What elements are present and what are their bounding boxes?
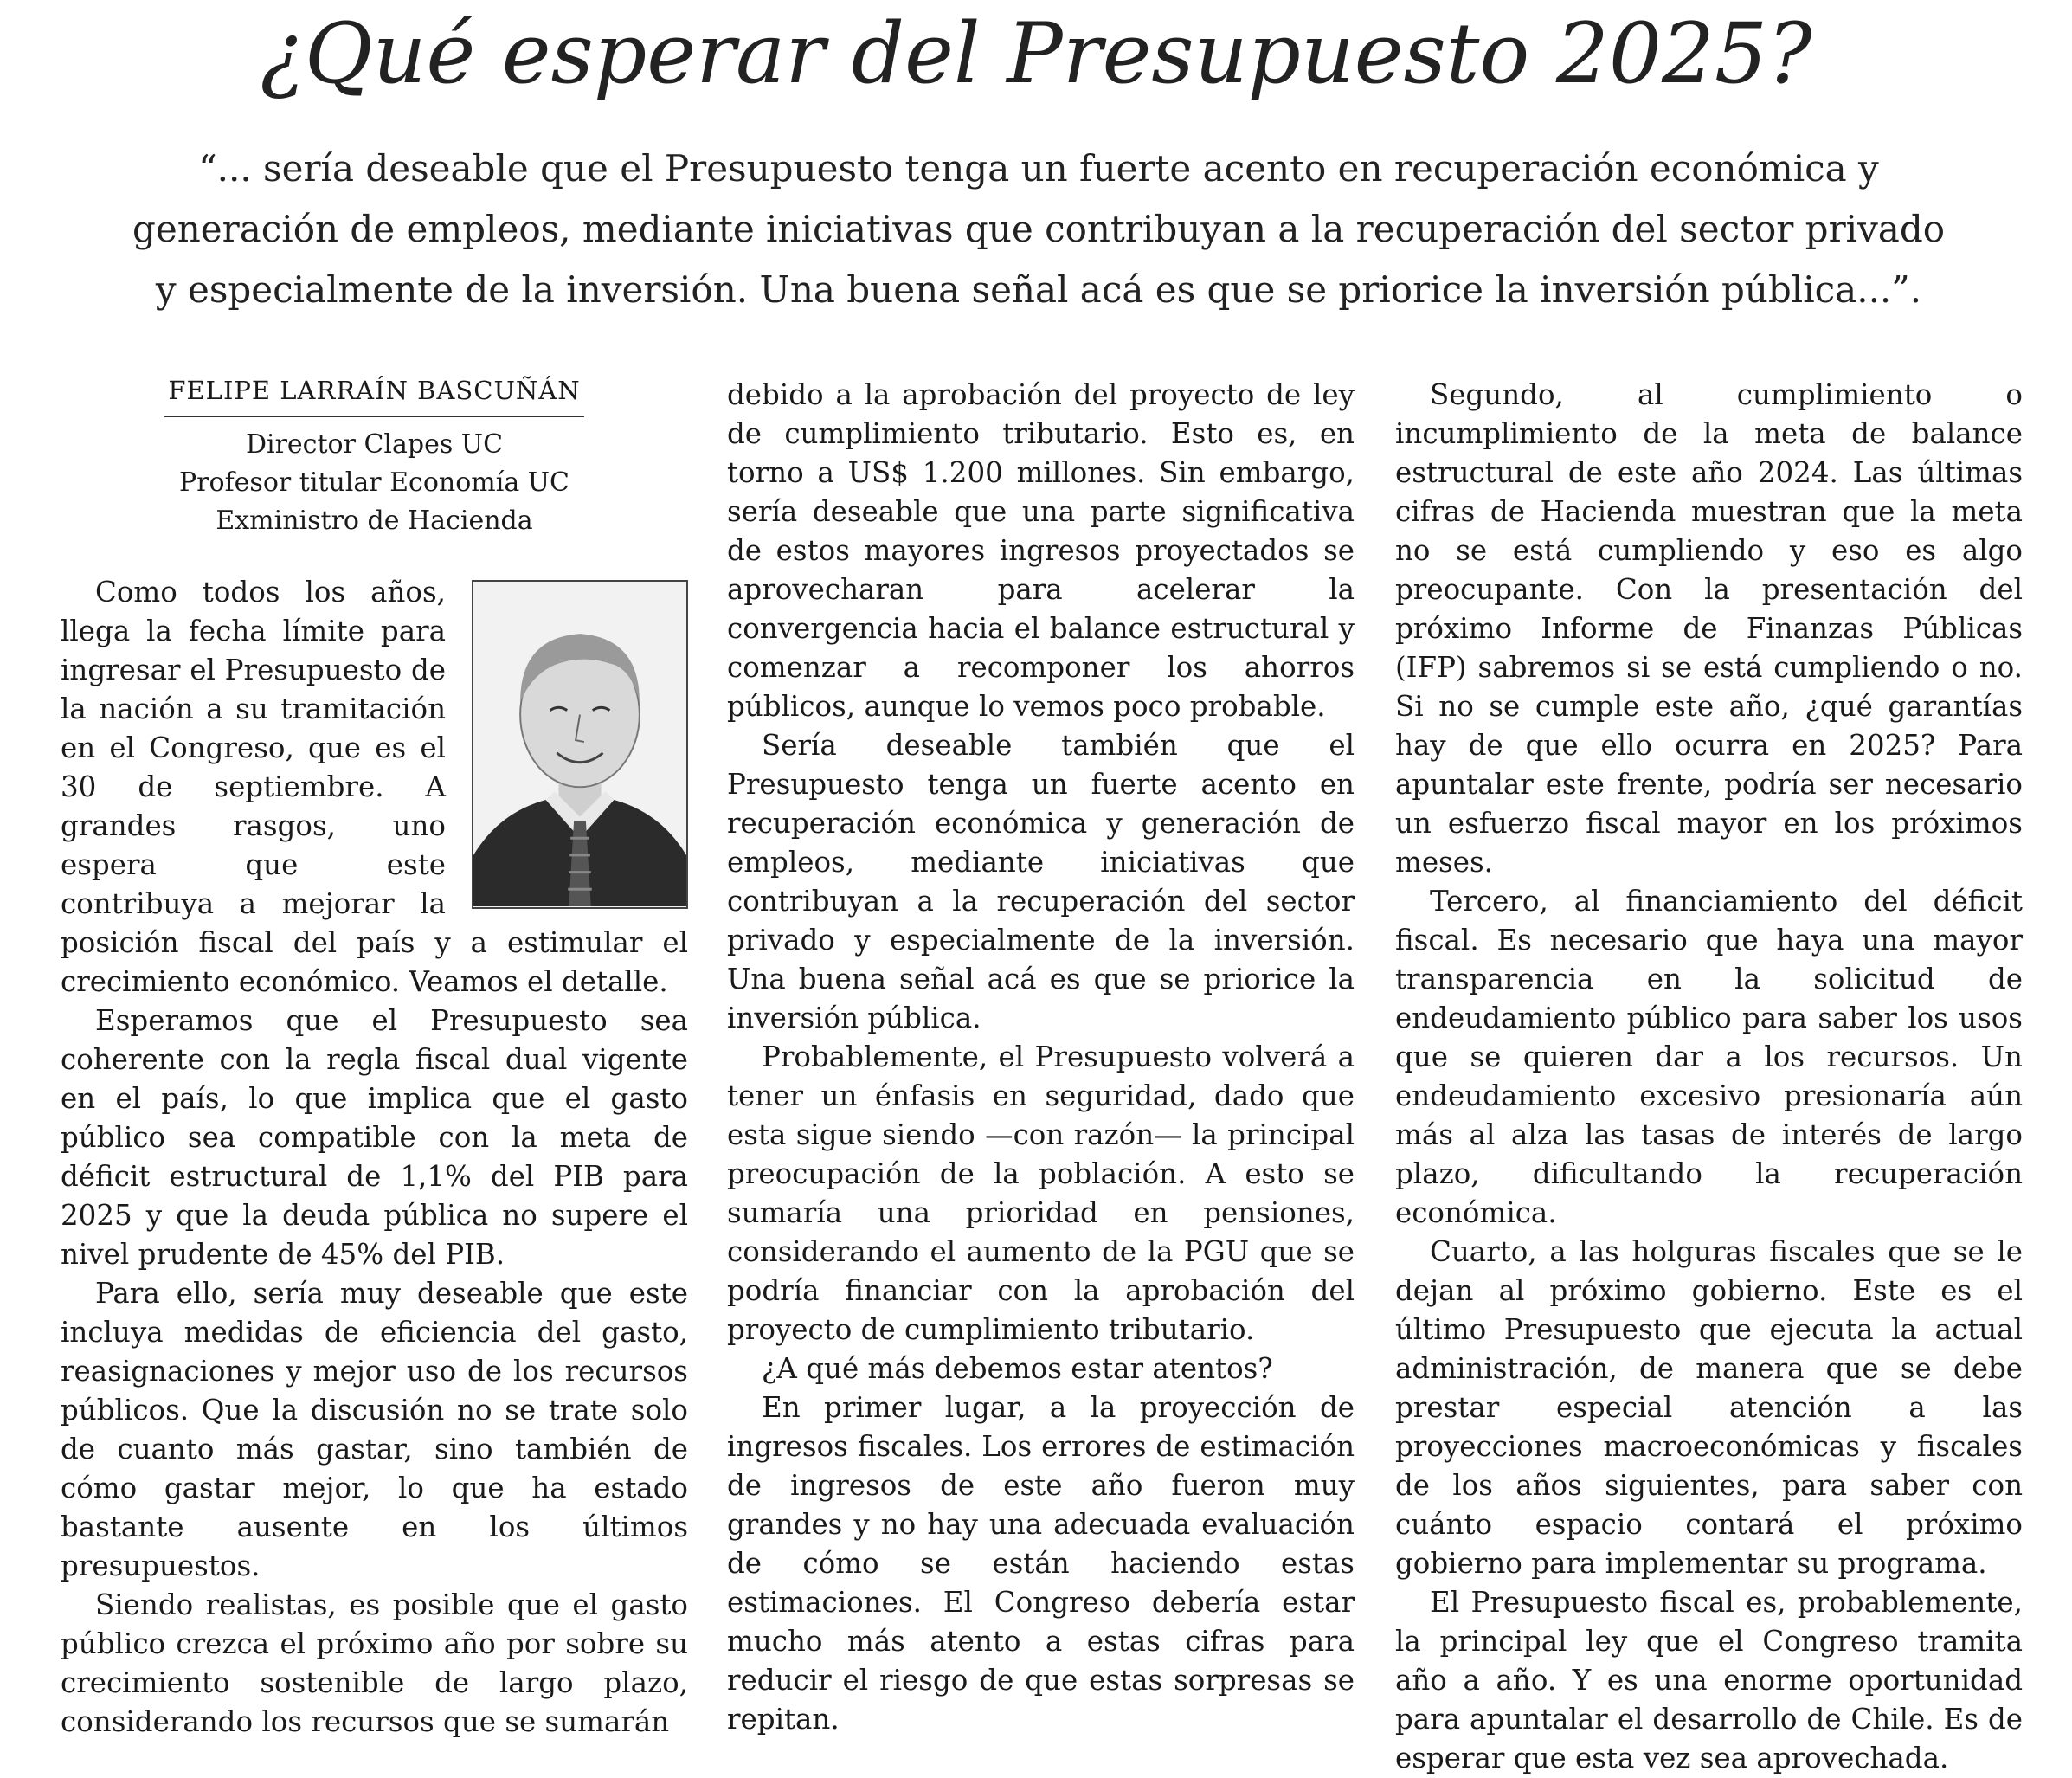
author-name: FELIPE LARRAÍN BASCUÑÁN [164,371,583,417]
pull-quote [82,139,1995,320]
author-role: Profesor titular Economía UC [178,467,569,498]
article-paragraph: Sería deseable también que el Presupuesto tenga un fuerte acento en recuperación económica y generación de empleos, mediante iniciativas que contribuyan a la recuperación del sector privado y especialmente de la inversión. Una buena señal acá es que se priorice la inversión pública. [727,729,1355,1034]
article-column-3 [1395,376,2023,1778]
article-paragraph: Para ello, sería muy deseable que este incluya medidas de eficiencia del gasto, reasignaciones y mejor uso de los recursos públicos. Que la discusión no se trate solo de cuanto más gastar, sino también de cómo gastar mejor, lo que ha estado bastante ausente en los últimos presupuestos. [61,1277,688,1582]
article-paragraph: El Presupuesto fiscal es, probablemente, la principal ley que el Congreso tramita año a año. Y es una enorme oportunidad para apuntalar el desarrollo de Chile. Es de esperar que esta vez sea aprovechada. [1395,1586,2023,1775]
pull-quote-line: “... sería deseable que el Presupuesto tenga un fuerte acento en recuperación económica y [198,147,1879,190]
article-paragraph: Como todos los años, llega la fecha límite para ingresar el Presupuesto de la nación a su tramitación en el Congreso, que es el 30 de septiembre. A grandes rasgos, uno espera que este contribuya a mejorar la posición fiscal del país y a estimular el crecimiento económico. Veamos el detalle. [61,576,688,998]
pull-quote-line: y especialmente de la inversión. Una buena señal acá es que se priorice la inversión pública...”. [155,268,1922,311]
article-paragraph: Esperamos que el Presupuesto sea coherente con la regla fiscal dual vigente en el país, lo que implica que el gasto público sea compatible con la meta de déficit estructural de 1,1% del PIB para 2025 y que la deuda pública no supere el nivel prudente de 45% del PIB. [61,1004,688,1271]
article-paragraph: Cuarto, a las holguras fiscales que se le dejan al próximo gobierno. Este es el último Presupuesto que ejecuta la actual administración, de manera que se debe prestar especial atención a las proyecciones macroeconómicas y fiscales de los años siguientes, para saber con cuánto espacio contará el próximo gobierno para implementar su programa. [1395,1235,2023,1580]
author-role: Exministro de Hacienda [216,506,533,536]
pull-quote-line: generación de empleos, mediante iniciativas que contribuyan a la recuperación del sector privado [132,208,1946,250]
headline: ¿Qué esperar del Presupuesto 2025? [260,5,1812,102]
article-paragraph: Siendo realistas, es posible que el gasto público crezca el próximo año por sobre su crecimiento sostenible de largo plazo, considerando los recursos que se sumarán [61,1588,688,1738]
article-paragraph: ¿A qué más debemos estar atentos? [762,1352,1273,1385]
article-paragraph: Probablemente, el Presupuesto volverá a tener un énfasis en seguridad, dado que esta sigue siendo —con razón— la principal preocupación de la población. A esto se sumaría una prioridad en pensiones, considerando el aumento de la PGU que se podría financiar con la aprobación del proyecto de cumplimiento tributario. [727,1040,1355,1346]
article-paragraph: Tercero, al financiamiento del déficit fiscal. Es necesario que haya una mayor transparencia en la solicitud de endeudamiento público para saber los usos que se quieren dar a los recursos. Un endeudamiento excesivo presionaría aún más al alza las tasas de interés de largo plazo, dificultando la recuperación económica. [1395,885,2023,1229]
author-photo [472,580,688,909]
portrait-illustration-icon [473,582,686,907]
author-role: Director Clapes UC [245,429,504,460]
article-paragraph: Segundo, al cumplimiento o incumplimiento de la meta de balance estructural de este año 2024. Las últimas cifras de Hacienda muestran que la meta no se está cumpliendo y eso es algo preocupante. Con la presentación del próximo Informe de Finanzas Públicas (IFP) sabremos si se está cumpliendo o no. Si no se cumple este año, ¿qué garantías hay de que ello ocurra en 2025? Para apuntalar este frente, podría ser necesario un esfuerzo fiscal mayor en los próximos meses. [1395,378,2023,879]
byline [61,370,688,540]
article-paragraph: debido a la aprobación del proyecto de ley de cumplimiento tributario. Esto es, en torno a US$ 1.200 millones. Sin embargo, sería deseable que una parte significativa de estos mayores ingresos proyectados se aprovecharan para acelerar la convergencia hacia el balance estructural y comenzar a recomponer los ahorros públicos, aunque lo vemos poco probable. [727,378,1355,723]
article-paragraph: En primer lugar, a la proyección de ingresos fiscales. Los errores de estimación de ingresos de este año fueron muy grandes y no hay una adecuada evaluación de cómo se están haciendo estas estimaciones. El Congreso debería estar mucho más atento a estas cifras para reducir el riesgo de que estas sorpresas se repitan. [727,1391,1355,1736]
article-column-1 [61,370,688,1742]
article-column-2 [727,376,1355,1739]
